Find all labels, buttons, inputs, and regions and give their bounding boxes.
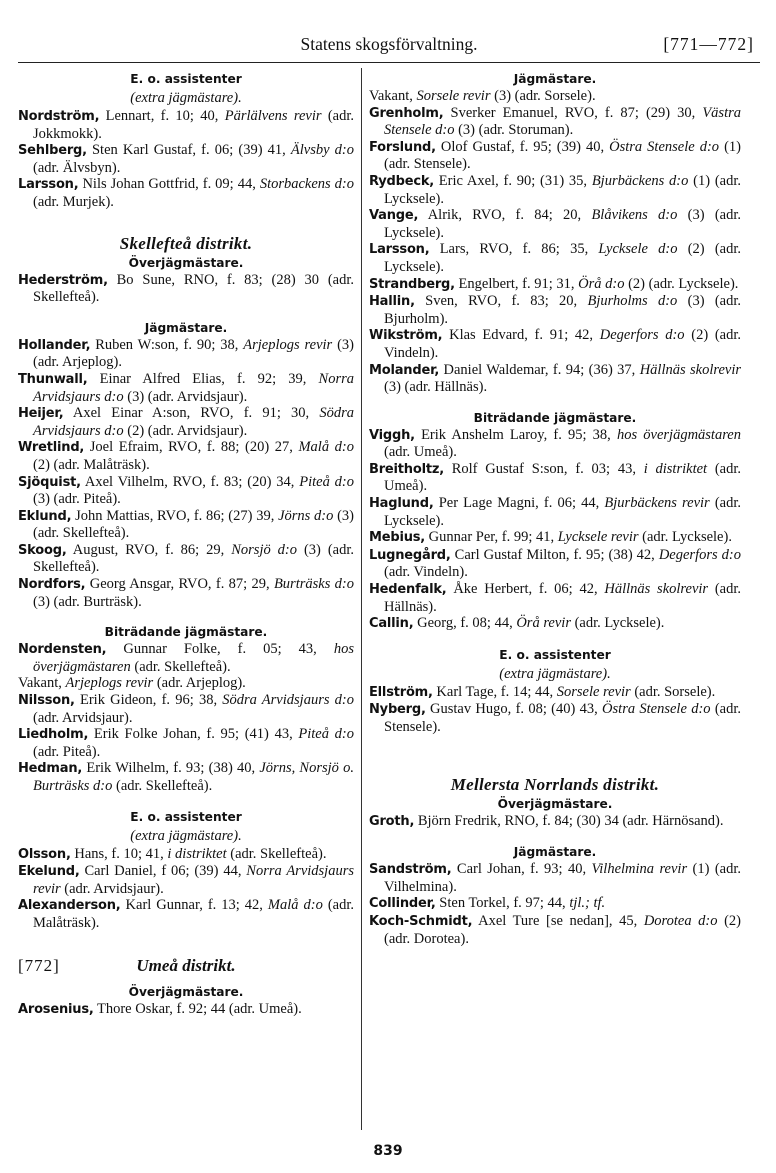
left-column	[18, 71, 354, 1018]
staff-entry	[369, 241, 741, 275]
entry-text: Erik Anshelm Laroy, f. 95; 38,	[414, 426, 617, 443]
staff-entry	[18, 675, 354, 692]
place-name: Jörns d:o	[278, 507, 334, 524]
place-name: Lycksele d:o	[598, 241, 678, 258]
staff-entry	[18, 272, 354, 306]
entry-text: (3) (adr. Piteå).	[33, 491, 121, 508]
place-name: i distriktet	[643, 460, 708, 477]
person-name: Wretlind,	[18, 440, 85, 456]
entry-text: (adr. Vindeln).	[384, 564, 468, 581]
entry-text: August, RVO, f. 86; 29,	[66, 541, 232, 558]
person-name: Nordensten,	[18, 642, 107, 658]
entry-text: Sten Torkel, f. 97; 44,	[435, 895, 570, 912]
staff-entry	[369, 547, 741, 581]
person-name: Larsson,	[18, 177, 79, 193]
place-name: Jörns, Norsjö o. Burträsks d:o	[33, 760, 354, 794]
entry-text: (adr. Hällnäs).	[384, 581, 742, 615]
entry-text: (3) (adr. Arjeplog).	[33, 336, 354, 371]
place-name: Pärlälvens revir	[224, 108, 322, 124]
place-name: Bjurbäckens revir	[604, 495, 710, 512]
staff-entry	[18, 508, 354, 542]
section-heading: Jägmästare.	[144, 320, 228, 335]
entry-text: Sverker Emanuel, RVO, f. 87; (29) 30,	[443, 104, 703, 121]
entry-text: (adr. Lycksele).	[384, 495, 741, 529]
place-name: Hällnäs skolrevir	[639, 361, 741, 378]
staff-entry	[369, 895, 741, 913]
entry-text: Erik Gideon, f. 96; 38,	[74, 692, 223, 709]
staff-entry	[18, 863, 354, 897]
place-name: Burträsks d:o	[273, 576, 354, 593]
place-name: Norsjö d:o	[231, 541, 298, 558]
staff-entry	[369, 615, 741, 633]
place-name: Malå d:o	[298, 439, 354, 456]
entry-text: Vakant,	[18, 675, 66, 692]
entry-text: Carl Daniel, f 06; (39) 44,	[79, 863, 247, 880]
section-heading: Överjägmästare.	[128, 984, 244, 999]
person-name: Koch-Schmidt,	[369, 913, 473, 929]
staff-entry	[369, 913, 741, 947]
person-name: Ellström,	[369, 684, 433, 700]
person-name: Grenholm,	[369, 105, 444, 121]
person-name: Heijer,	[18, 406, 64, 422]
entry-text: (adr. Umeå).	[384, 444, 457, 461]
staff-entry	[18, 1001, 354, 1019]
staff-entry	[369, 362, 741, 396]
section-subheading: (extra jägmästare).	[130, 90, 242, 106]
entry-text: (3) (adr. Storuman).	[454, 122, 574, 139]
staff-entry	[369, 813, 741, 831]
person-name: Wikström,	[369, 328, 443, 344]
entry-text: (adr. Jokkmokk).	[33, 108, 354, 142]
place-name: Vilhelmina revir	[591, 861, 688, 878]
person-name: Hedman,	[18, 761, 83, 777]
district-title: Mellersta Norrlands distrikt.	[450, 774, 660, 794]
staff-entry	[18, 897, 354, 931]
entry-text: (adr. Umeå).	[384, 460, 741, 495]
place-name: Bjurbäckens d:o	[591, 172, 689, 189]
entry-text: Erik Wilhelm, f. 93; (38) 40,	[82, 760, 260, 777]
entry-text: (adr. Malåträsk).	[33, 897, 355, 931]
page-range: [771—772]	[663, 34, 754, 54]
staff-entry	[18, 371, 354, 405]
entry-text: (adr. Älvsbyn).	[33, 159, 121, 176]
person-name: Hollander,	[18, 337, 91, 353]
section-heading: Biträdande jägmästare.	[104, 625, 268, 640]
place-name: Malå d:o	[267, 897, 323, 914]
place-name: Norra Arvidsjaurs d:o	[33, 370, 354, 405]
section-heading: Överjägmästare.	[497, 796, 613, 811]
place-name: tjl.; tf.	[569, 895, 606, 912]
staff-entry	[369, 861, 741, 895]
person-name: Breitholtz,	[369, 461, 444, 477]
staff-entry	[369, 701, 741, 735]
person-name: Sandström,	[369, 862, 452, 878]
section-heading: Överjägmästare.	[128, 255, 244, 270]
entry-list	[18, 108, 354, 211]
entry-text: (3) (adr. Burträsk).	[33, 593, 142, 610]
entry-text: Klas Edvard, f. 91; 42,	[442, 327, 600, 344]
entry-text: John Mattias, RVO, f. 86; (27) 39,	[71, 507, 279, 524]
person-name: Sehlberg,	[18, 143, 87, 159]
place-name: Älvsby d:o	[290, 142, 355, 159]
entry-text: (adr. Murjek).	[33, 193, 114, 210]
entry-text: Olof Gustaf, f. 95; (39) 40,	[435, 138, 610, 155]
entry-text: Alrik, RVO, f. 84; 20,	[418, 207, 592, 224]
place-name: Sorsele revir	[556, 683, 631, 700]
place-name: Östra Stensele d:o	[602, 701, 711, 718]
place-name: Lycksele revir	[557, 529, 639, 546]
entry-text: Axel Ture [se nedan], 45,	[472, 912, 644, 929]
place-name: Sorsele revir	[416, 88, 491, 104]
staff-entry	[18, 846, 354, 864]
header-rule	[18, 62, 760, 63]
place-name: i distriktet	[167, 845, 227, 862]
person-name: Olsson,	[18, 846, 71, 862]
entry-list	[18, 846, 354, 932]
staff-entry	[18, 474, 354, 508]
section-subheading: (extra jägmästare).	[130, 827, 242, 844]
entry-text: (2) (adr. Dorotea).	[384, 912, 741, 947]
entry-text: (1) (adr. Lycksele).	[384, 172, 741, 207]
entry-text: (adr. Arvidsjaur).	[33, 709, 133, 726]
staff-entry	[18, 142, 354, 176]
place-name: Bjurholms d:o	[587, 293, 678, 310]
person-name: Larsson,	[369, 242, 430, 258]
place-name: Degerfors d:o	[658, 546, 741, 563]
place-name: Västra Stensele d:o	[384, 104, 741, 139]
staff-entry	[18, 176, 354, 210]
entry-text: (3) (adr. Hällnäs).	[384, 379, 488, 396]
person-name: Mebius,	[369, 530, 426, 546]
section-heading: Biträdande jägmästare.	[473, 410, 637, 425]
entry-text: (3) (adr. Skellefteå).	[33, 541, 355, 576]
staff-entry	[18, 405, 354, 439]
entry-text: Axel Einar A:son, RVO, f. 91; 30,	[63, 405, 320, 422]
entry-text: Thore Oskar, f. 92; 44 (adr. Umeå).	[93, 1000, 302, 1017]
entry-text: (2) (adr. Lycksele).	[384, 241, 742, 275]
entry-text: (adr. Skellefteå).	[130, 658, 231, 675]
entry-text: (3) (adr. Lycksele).	[384, 207, 742, 241]
place-name: Piteå d:o	[299, 473, 354, 490]
entry-list	[18, 337, 354, 611]
place-name: Hällnäs skolrevir	[604, 581, 709, 598]
staff-entry	[18, 542, 354, 576]
person-name: Haglund,	[369, 496, 434, 512]
staff-entry	[369, 461, 741, 495]
staff-entry	[18, 439, 354, 473]
entry-text: (adr. Piteå).	[33, 743, 101, 760]
staff-entry	[369, 88, 741, 105]
entry-text: (adr. Lycksele).	[638, 529, 732, 546]
entry-text: (adr. Arvidsjaur).	[60, 880, 164, 897]
entry-list	[369, 684, 741, 736]
entry-text: (adr. Lycksele).	[570, 615, 665, 632]
entry-text: Karl Tage, f. 14; 44,	[432, 683, 557, 700]
staff-entry	[18, 576, 354, 610]
section-subheading: (extra jägmästare).	[499, 665, 611, 682]
place-name: Norra Arvidsjaurs revir	[33, 863, 354, 897]
place-name: Arjeplogs revir	[65, 675, 154, 692]
place-name: Arjeplogs revir	[243, 336, 333, 353]
staff-entry	[18, 108, 354, 142]
person-name: Collinder,	[369, 896, 436, 912]
entry-text: Georg, f. 08; 44,	[413, 615, 517, 632]
page-header	[18, 34, 760, 60]
section-heading: E. o. assistenter	[130, 72, 242, 86]
person-name: Viggh,	[369, 427, 415, 443]
staff-entry	[369, 529, 741, 547]
person-name: Hederström,	[18, 272, 108, 288]
entry-text: Sten Karl Gustaf, f. 06; (39) 41,	[86, 142, 291, 159]
entry-text: Carl Johan, f. 93; 40,	[451, 861, 592, 878]
page-marker: [772]	[18, 955, 60, 975]
staff-entry	[369, 207, 741, 241]
entry-text: (3) (adr. Skellefteå).	[33, 507, 354, 542]
entry-list	[18, 1001, 354, 1019]
staff-entry	[18, 726, 354, 760]
person-name: Sjöquist,	[18, 474, 81, 490]
entry-text: (3) (adr. Sorsele).	[490, 88, 596, 104]
entry-text: (3) (adr. Bjurholm).	[384, 293, 742, 327]
staff-entry	[369, 427, 741, 461]
staff-entry	[18, 760, 354, 794]
person-name: Callin,	[369, 616, 414, 632]
entry-list	[18, 272, 354, 306]
entry-text: (2) (adr. Malåträsk).	[33, 456, 150, 473]
staff-entry	[369, 139, 741, 173]
entry-list	[369, 88, 741, 396]
entry-text: Gunnar Folke, f. 05; 43,	[106, 641, 334, 658]
place-name: Östra Stensele d:o	[609, 138, 720, 155]
place-name: Södra Arvidsjaurs d:o	[222, 692, 354, 709]
section-heading: E. o. assistenter	[130, 809, 242, 824]
person-name: Nordfors,	[18, 577, 86, 593]
entry-list	[18, 641, 354, 794]
staff-entry	[369, 327, 741, 361]
section-heading: E. o. assistenter	[499, 647, 611, 662]
person-name: Hedenfalk,	[369, 582, 447, 598]
entry-text: Einar Alfred Elias, f. 92; 39,	[87, 370, 319, 387]
person-name: Groth,	[369, 813, 415, 829]
entry-text: Bo Sune, RNO, f. 83; (28) 30 (adr. Skellefteå).	[33, 271, 354, 306]
entry-text: Per Lage Magni, f. 06; 44,	[433, 495, 605, 512]
place-name: Storbackens d:o	[259, 176, 354, 193]
entry-text: Hans, f. 10; 41,	[70, 845, 168, 862]
person-name: Alexanderson,	[18, 898, 121, 914]
entry-text: Rolf Gustaf S:son, f. 03; 43,	[443, 460, 644, 477]
place-name: Blåvikens d:o	[591, 207, 678, 224]
place-name: Örå revir	[516, 615, 571, 632]
entry-text: Åke Herbert, f. 06; 42,	[446, 581, 605, 598]
column-divider	[361, 68, 362, 1130]
entry-text: (3) (adr. Arvidsjaur).	[123, 388, 248, 405]
entry-text: (1) (adr. Vilhelmina).	[384, 861, 742, 895]
entry-text: (2) (adr. Arvidsjaur).	[123, 422, 248, 439]
person-name: Ekelund,	[18, 864, 80, 880]
entry-text: (adr. Stensele).	[384, 701, 742, 735]
entry-text: (2) (adr. Vindeln).	[384, 327, 742, 361]
place-name: Dorotea d:o	[643, 912, 718, 929]
place-name: Degerfors d:o	[599, 327, 685, 344]
entry-text: Björn Fredrik, RNO, f. 84; (30) 34 (adr. Härnösand).	[414, 812, 724, 829]
page-number: 839	[373, 1143, 403, 1159]
entry-text: Gustav Hugo, f. 08; (40) 43,	[425, 701, 603, 718]
entry-text: Sven, RVO, f. 83; 20,	[414, 293, 588, 310]
staff-entry	[18, 692, 354, 726]
staff-entry	[18, 337, 354, 371]
staff-entry	[369, 684, 741, 702]
place-name: Piteå d:o	[298, 726, 354, 743]
entry-text: Carl Gustaf Milton, f. 95; (38) 42,	[450, 546, 659, 563]
right-column	[369, 71, 741, 947]
running-title: Statens skogsförvaltning.	[300, 34, 478, 54]
person-name: Skoog,	[18, 542, 67, 558]
person-name: Rydbeck,	[369, 173, 435, 189]
staff-entry	[369, 276, 741, 294]
entry-text: (adr. Skellefteå).	[226, 845, 327, 862]
staff-entry	[369, 293, 741, 327]
entry-text: Ruben W:son, f. 90; 38,	[90, 336, 244, 353]
entry-text: Erik Folke Johan, f. 95; (41) 43,	[88, 726, 299, 743]
entry-text: Lennart, f. 10; 40,	[99, 108, 225, 124]
entry-list	[369, 861, 741, 947]
entry-text: Engelbert, f. 91; 31,	[454, 275, 579, 292]
entry-text: Vakant,	[369, 88, 417, 104]
entry-text: Karl Gunnar, f. 13; 42,	[120, 897, 268, 914]
staff-entry	[369, 581, 741, 615]
person-name: Liedholm,	[18, 727, 89, 743]
person-name: Strandberg,	[369, 276, 455, 292]
entry-text: Axel Vilhelm, RVO, f. 83; (20) 34,	[80, 473, 300, 490]
person-name: Molander,	[369, 362, 440, 378]
section-heading: Jägmästare.	[513, 845, 597, 860]
district-heading-row	[18, 954, 354, 984]
entry-text: Daniel Waldemar, f. 94; (36) 37,	[439, 361, 640, 378]
entry-text: (2) (adr. Lycksele).	[624, 275, 739, 292]
staff-entry	[18, 641, 354, 675]
staff-entry	[369, 495, 741, 529]
entry-text: (1) (adr. Stensele).	[384, 138, 741, 173]
staff-entry	[369, 173, 741, 207]
entry-list	[369, 427, 741, 633]
person-name: Hallin,	[369, 294, 415, 310]
place-name: hos överjägmästaren	[33, 641, 354, 675]
person-name: Vange,	[369, 208, 419, 224]
place-name: Örå d:o	[578, 275, 625, 292]
section-heading: Jägmästare.	[513, 72, 597, 86]
entry-text: Lars, RVO, f. 86; 35,	[429, 241, 599, 258]
person-name: Forslund,	[369, 139, 436, 155]
entry-text: (adr. Skellefteå).	[112, 778, 213, 794]
district-title: Skellefteå distrikt.	[119, 233, 253, 253]
entry-text: (adr. Arjeplog).	[153, 675, 246, 692]
entry-text: Nils Johan Gottfrid, f. 09; 44,	[78, 176, 260, 193]
district-title: Umeå distrikt.	[136, 955, 236, 975]
place-name: Södra Arvidsjaurs d:o	[33, 405, 354, 439]
person-name: Nordström,	[18, 109, 100, 124]
entry-text: Joel Efraim, RVO, f. 88; (20) 27,	[84, 439, 299, 456]
place-name: hos överjägmästaren	[616, 426, 741, 443]
person-name: Nilsson,	[18, 693, 75, 709]
person-name: Eklund,	[18, 508, 72, 524]
staff-entry	[369, 105, 741, 139]
person-name: Lugnegård,	[369, 547, 451, 563]
person-name: Arosenius,	[18, 1001, 94, 1017]
entry-text: Gunnar Per, f. 99; 41,	[425, 529, 558, 546]
person-name: Nyberg,	[369, 702, 426, 718]
entry-text: Georg Ansgar, RVO, f. 87; 29,	[85, 576, 274, 593]
entry-list	[369, 813, 741, 831]
entry-text: (adr. Sorsele).	[630, 683, 716, 700]
person-name: Thunwall,	[18, 371, 88, 387]
entry-text: Eric Axel, f. 90; (31) 35,	[434, 172, 592, 189]
